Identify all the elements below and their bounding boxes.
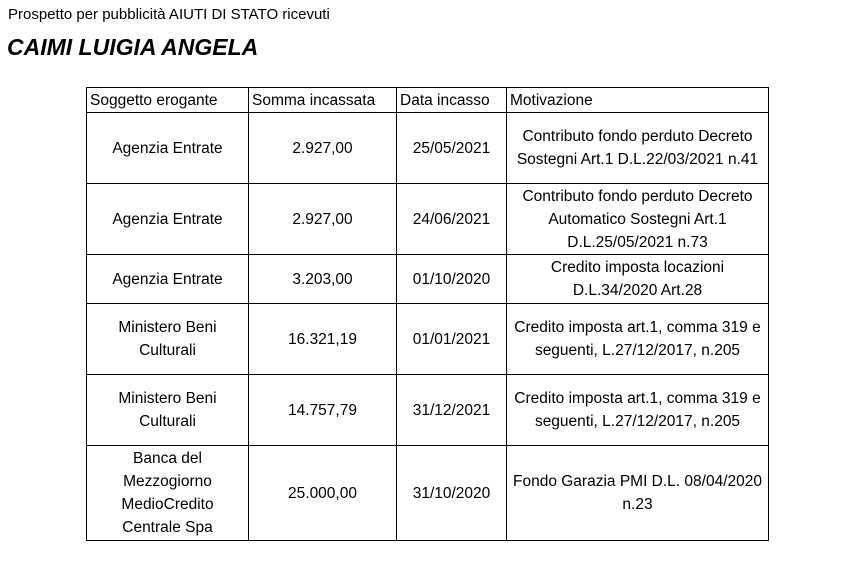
- cell-motivazione: Contributo fondo perduto Decreto Automatico Sostegni Art.1 D.L.25/05/2021 n.73: [507, 184, 769, 255]
- cell-data: 31/12/2021: [397, 375, 507, 446]
- column-header-somma: Somma incassata: [249, 88, 397, 113]
- cell-somma: 16.321,19: [249, 304, 397, 375]
- cell-somma: 14.757,79: [249, 375, 397, 446]
- cell-motivazione: Contributo fondo perduto Decreto Sostegni Art.1 D.L.22/03/2021 n.41: [507, 113, 769, 184]
- column-header-soggetto: Soggetto erogante: [87, 88, 249, 113]
- table-header-row: [87, 88, 769, 113]
- cell-soggetto: Agenzia Entrate: [87, 184, 249, 255]
- cell-motivazione: Fondo Garazia PMI D.L. 08/04/2020 n.23: [507, 446, 769, 541]
- cell-motivazione: Credito imposta art.1, comma 319 e seguenti, L.27/12/2017, n.205: [507, 304, 769, 375]
- cell-somma: 3.203,00: [249, 255, 397, 304]
- cell-motivazione: Credito imposta locazioni D.L.34/2020 Art.28: [507, 255, 769, 304]
- cell-soggetto: Banca del Mezzogiorno MedioCredito Centrale Spa: [87, 446, 249, 541]
- table-row: [87, 184, 769, 255]
- cell-somma: 25.000,00: [249, 446, 397, 541]
- state-aid-table: [86, 87, 769, 541]
- cell-somma: 2.927,00: [249, 113, 397, 184]
- table-row: [87, 255, 769, 304]
- cell-soggetto: Ministero Beni Culturali: [87, 375, 249, 446]
- table-row: [87, 446, 769, 541]
- cell-soggetto: Agenzia Entrate: [87, 255, 249, 304]
- beneficiary-name: CAIMI LUIGIA ANGELA: [7, 34, 259, 60]
- cell-data: 25/05/2021: [397, 113, 507, 184]
- cell-data: 31/10/2020: [397, 446, 507, 541]
- column-header-data: Data incasso: [397, 88, 507, 113]
- table-row: [87, 375, 769, 446]
- cell-data: 24/06/2021: [397, 184, 507, 255]
- table-row: [87, 304, 769, 375]
- cell-somma: 2.927,00: [249, 184, 397, 255]
- cell-soggetto: Agenzia Entrate: [87, 113, 249, 184]
- cell-motivazione: Credito imposta art.1, comma 319 e seguenti, L.27/12/2017, n.205: [507, 375, 769, 446]
- table-row: [87, 113, 769, 184]
- document-subtitle: Prospetto per pubblicità AIUTI DI STATO ricevuti: [8, 6, 330, 23]
- cell-data: 01/10/2020: [397, 255, 507, 304]
- cell-data: 01/01/2021: [397, 304, 507, 375]
- cell-soggetto: Ministero Beni Culturali: [87, 304, 249, 375]
- column-header-motivazione: Motivazione: [507, 88, 769, 113]
